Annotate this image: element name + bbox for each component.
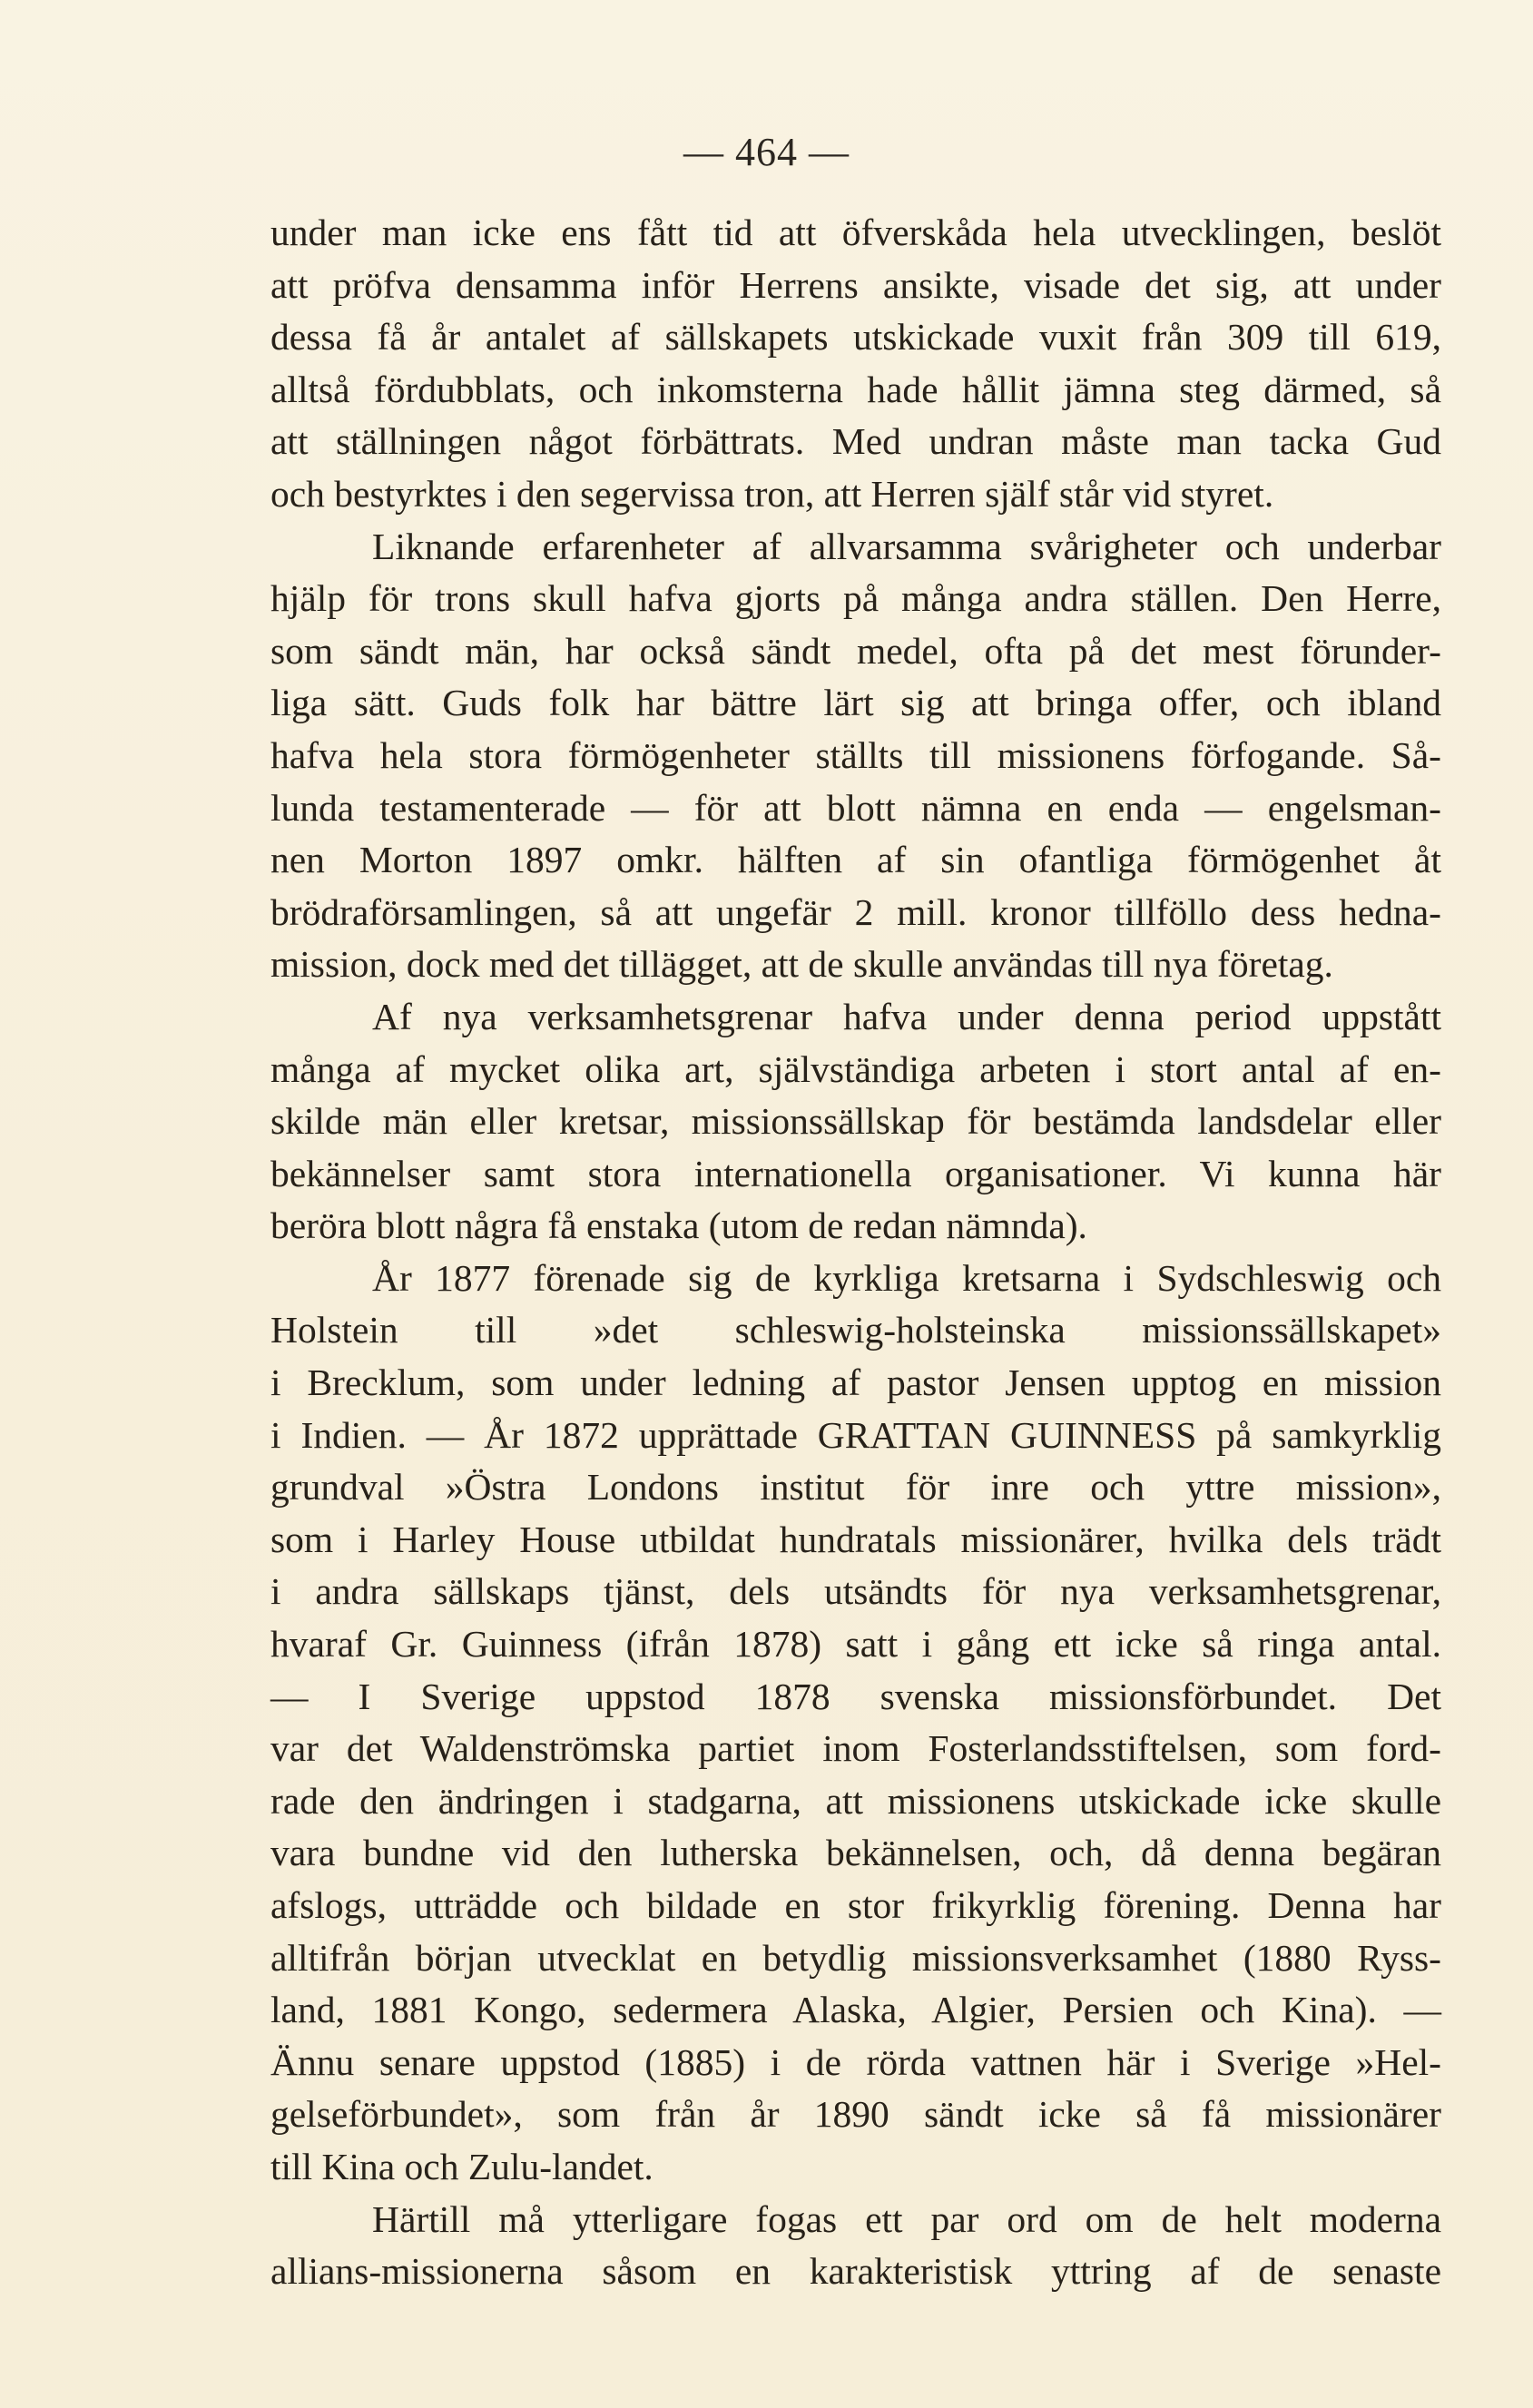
text-line: afslogs, utträdde och bildade en stor frikyrklig förening. Denna har <box>270 1884 1441 1926</box>
text-line: alltifrån början utvecklat en betydlig missionsverksamhet (1880 Ryss- <box>270 1936 1441 1979</box>
text-line: till Kina och Zulu-landet. <box>270 2145 653 2187</box>
text-line: bekännelser samt stora internationella organisationer. Vi kunna här <box>270 1152 1441 1194</box>
text-line: lunda testamenterade — för att blott nämna en enda — engelsman- <box>270 786 1441 829</box>
text-line: alltså fördubblats, och inkomsterna hade hållit jämna steg därmed, så <box>270 368 1441 410</box>
text-line: hafva hela stora förmögenheter ställts till missionens förfogande. Så- <box>270 733 1441 776</box>
text-line: land, 1881 Kongo, sedermera Alaska, Algier, Persien och Kina). — <box>270 1989 1441 2031</box>
body-text <box>270 207 1441 2298</box>
text-line: liga sätt. Guds folk har bättre lärt sig att bringa offer, och ibland <box>270 682 1441 724</box>
page-number: — 464 — <box>683 130 850 174</box>
text-line: Härtill må ytterligare fogas ett par ord om de helt moderna <box>372 2197 1441 2240</box>
text-line: rade den ändringen i stadgarna, att missionens utskickade icke skulle <box>270 1779 1441 1822</box>
text-line: som sändt män, har också sändt medel, ofta på det mest förunder- <box>270 629 1441 672</box>
text-line: brödraförsamlingen, så att ungefär 2 mill. kronor tillföllo dess hedna- <box>270 890 1441 933</box>
text-line: under man icke ens fått tid att öfverskåda hela utvecklingen, beslöt <box>270 211 1441 253</box>
text-line: vara bundne vid den lutherska bekännelsen, och, då denna begäran <box>270 1832 1441 1874</box>
text-line: beröra blott några få enstaka (utom de redan nämnda). <box>270 1204 1087 1247</box>
text-line: var det Waldenströmska partiet inom Fosterlandsstiftelsen, som ford- <box>270 1727 1441 1770</box>
text-line: mission, dock med det tillägget, att de skulle användas till nya företag. <box>270 943 1333 986</box>
text-line: och bestyrktes i den segervissa tron, att Herren själf står vid styret. <box>270 472 1274 515</box>
text-line: År 1877 förenade sig de kyrkliga kretsarna i Sydschleswig och <box>372 1256 1441 1299</box>
text-line: Af nya verksamhetsgrenar hafva under denna period uppstått <box>372 995 1441 1037</box>
text-line: som i Harley House utbildat hundratals missionärer, hvilka dels trädt <box>270 1518 1441 1560</box>
text-line: i Indien. — År 1872 upprättade GRATTAN GUINNESS på samkyrklig <box>270 1413 1441 1456</box>
text-line: hjälp för trons skull hafva gjorts på många andra ställen. Den Herre, <box>270 577 1441 620</box>
text-line: — I Sverige uppstod 1878 svenska missionsförbundet. Det <box>270 1675 1441 1717</box>
text-line: gelseförbundet», som från år 1890 sändt icke så få missionärer <box>270 2093 1441 2136</box>
text-line: grundval »Östra Londons institut för inre och yttre mission», <box>270 1466 1441 1509</box>
text-line: många af mycket olika art, självständiga arbeten i stort antal af en- <box>270 1047 1441 1090</box>
text-line: nen Morton 1897 omkr. hälften af sin ofantliga förmögenhet åt <box>270 839 1441 881</box>
text-line: dessa få år antalet af sällskapets utskickade vuxit från 309 till 619, <box>270 316 1441 359</box>
text-line: i Brecklum, som under ledning af pastor Jensen upptog en mission <box>270 1361 1441 1404</box>
text-line: Liknande erfarenheter af allvarsamma svårigheter och underbar <box>372 525 1441 567</box>
text-line: Holstein till »det schleswig-holsteinska missionssällskapet» <box>270 1309 1441 1351</box>
text-line: i andra sällskaps tjänst, dels utsändts för nya verksamhetsgrenar, <box>270 1570 1441 1613</box>
text-line: att ställningen något förbättrats. Med undran måste man tacka Gud <box>270 420 1441 463</box>
text-line: skilde män eller kretsar, missionssällskap för bestämda landsdelar eller <box>270 1100 1441 1143</box>
text-line: hvaraf Gr. Guinness (ifrån 1878) satt i gång ett icke så ringa antal. <box>270 1623 1441 1666</box>
text-line: allians-missionerna såsom en karakteristisk yttring af de senaste <box>270 2250 1441 2293</box>
text-line: att pröfva densamma inför Herrens ansikte, visade det sig, att under <box>270 263 1441 306</box>
text-line: Ännu senare uppstod (1885) i de rörda vattnen här i Sverige »Hel- <box>270 2040 1441 2083</box>
